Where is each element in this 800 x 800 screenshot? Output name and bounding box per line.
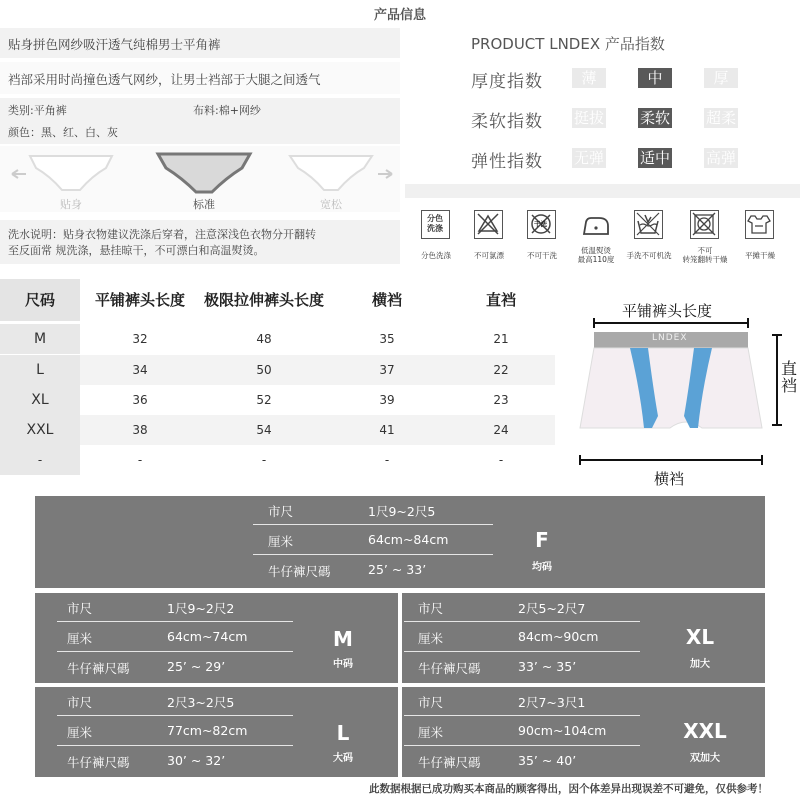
row-empty-rise: - [498, 453, 504, 467]
m-size-label: M [333, 627, 353, 651]
product-fabric: 布料:棉+网纱 [193, 104, 261, 117]
f-size-label: F [535, 528, 549, 552]
product-colors: 颜色：黑、红、白、灰 [8, 126, 118, 139]
row-xl-size: XL [0, 385, 80, 415]
header-rise: 直裆 [485, 291, 516, 309]
row-m-stretch: 48 [256, 332, 272, 346]
xxl-row1-value: 2尺7~3尺1 [518, 695, 586, 710]
flat-dry-icon [745, 210, 774, 239]
f-row3-label: 牛仔褲尺碼 [268, 564, 331, 579]
wash-label-no-tumble: 不可 转笼翻转干燥 [682, 246, 728, 264]
no-dry-clean-icon [527, 210, 556, 239]
wash-note-line1: 洗水说明：贴身衣物建议洗涤后穿着，注意深浅色衣物分开翻转 [8, 228, 316, 241]
waistband-brand: LNDEX [652, 333, 688, 343]
index-divider [405, 184, 800, 198]
waist-measure-label: 平铺裤头长度 [622, 302, 713, 320]
header-thigh: 横裆 [371, 291, 402, 309]
fit-options [0, 146, 400, 212]
table-row [0, 324, 555, 354]
xl-row2-value: 84cm~90cm [518, 629, 599, 644]
thickness-thin: 薄 [572, 68, 606, 88]
thickness-thick: 厚 [704, 68, 738, 88]
row-m-flat: 32 [132, 332, 148, 346]
row-m-thigh: 35 [379, 332, 395, 346]
low-iron-icon [581, 214, 611, 242]
info-row-name [0, 28, 400, 58]
m-row3-value: 25’ ~ 29’ [167, 659, 226, 674]
m-row1-label: 市尺 [67, 601, 93, 616]
size-box-m [35, 593, 398, 683]
product-description: 裆部采用时尚撞色透气网纱，让男士裆部于大腿之间透气 [8, 72, 321, 87]
row-l-stretch: 50 [256, 363, 272, 377]
softness-ultra: 超柔 [705, 109, 736, 127]
elasticity-high: 高弹 [705, 149, 736, 167]
row-xxl-thigh: 41 [379, 423, 395, 437]
separate-wash-icon [421, 210, 450, 239]
m-row1-value: 1尺9~2尺2 [167, 601, 235, 616]
l-row1-label: 市尺 [67, 695, 93, 710]
wash-label-flat-dry: 平摊干燥 [745, 251, 775, 260]
size-box-l [35, 687, 398, 777]
size-box-xl [402, 593, 765, 683]
row-l-rise: 22 [493, 363, 509, 377]
elasticity-none: 无弹 [573, 149, 604, 167]
product-name: 贴身拼色网纱吸汗透气纯棉男士平角裤 [8, 37, 221, 52]
row-empty-stretch: - [261, 453, 267, 467]
row-empty-thigh: - [384, 453, 390, 467]
m-row3-label: 牛仔褲尺碼 [67, 661, 130, 676]
row-m-size: M [0, 324, 80, 354]
elasticity-label: 弹性指数 [471, 152, 543, 172]
m-size-sub: 中码 [333, 659, 353, 670]
softness-label: 柔软指数 [471, 112, 543, 132]
row-m-rise: 21 [493, 332, 509, 346]
table-row [0, 385, 555, 415]
thigh-measure-label: 横裆 [654, 470, 685, 488]
xl-row1-value: 2尺5~2尺7 [518, 601, 586, 616]
xxl-row1-label: 市尺 [418, 695, 444, 710]
xxl-row2-value: 90cm~104cm [518, 723, 607, 738]
xl-row3-label: 牛仔褲尺碼 [418, 661, 481, 676]
hand-wash-icon [634, 210, 663, 239]
separate-wash-box-text: 分色 洗涤 [427, 214, 443, 233]
footer-note: 此数据根据已成功购买本商品的顾客得出，因个体差异出现误差不可避免，仅供参考！ [369, 783, 768, 795]
wash-label-no-bleach: 不可氯漂 [474, 251, 504, 260]
f-row3-value: 25’ ~ 33’ [368, 562, 427, 577]
row-empty-size: - [0, 445, 80, 475]
softness-firm: 挺拔 [573, 109, 604, 127]
fit-option-tight: 贴身 [60, 198, 82, 211]
wash-label-low-iron: 低温熨烫 最高110度 [577, 246, 615, 264]
thickness-medium: 中 [638, 68, 672, 88]
xl-size-sub: 加大 [690, 659, 710, 670]
wash-label-hand-wash: 手洗不可机洗 [626, 251, 672, 260]
xxl-row3-label: 牛仔褲尺碼 [418, 755, 481, 770]
l-size-label: L [336, 721, 350, 745]
wash-icons [409, 206, 800, 268]
row-xl-thigh: 39 [379, 393, 395, 407]
header-flat-waist: 平铺裤头长度 [94, 291, 185, 309]
size-box-xxl [402, 687, 765, 777]
row-xxl-flat: 38 [132, 423, 148, 437]
fit-option-standard: 标准 [193, 198, 215, 211]
row-xl-stretch: 52 [256, 393, 272, 407]
size-box-f [35, 496, 765, 588]
row-empty-flat: - [137, 453, 143, 467]
row-xxl-rise: 24 [493, 423, 509, 437]
l-row2-label: 厘米 [67, 725, 93, 740]
size-table-header [0, 279, 555, 321]
wash-note-line2: 至反面常 规洗涤，悬挂晾干，不可漂白和高温熨烫。 [8, 244, 265, 257]
xl-row3-value: 33’ ~ 35’ [518, 659, 577, 674]
row-l-thigh: 37 [379, 363, 395, 377]
dry-clean-box-text: 干洗 [534, 220, 547, 228]
l-row2-value: 77cm~82cm [167, 723, 248, 738]
f-row2-value: 64cm~84cm [368, 532, 449, 547]
xl-row1-label: 市尺 [418, 601, 444, 616]
row-l-size: L [0, 355, 80, 385]
xxl-row2-label: 厘米 [418, 725, 444, 740]
m-row2-label: 厘米 [67, 631, 93, 646]
underwear-illustration [572, 290, 800, 490]
f-row2-label: 厘米 [268, 534, 294, 549]
size-table [0, 279, 556, 479]
l-row3-value: 30’ ~ 32’ [167, 753, 226, 768]
row-xl-flat: 36 [132, 393, 148, 407]
no-tumble-dry-icon [690, 210, 719, 239]
measure-diagram [572, 290, 800, 490]
softness-soft: 柔软 [639, 109, 670, 127]
f-row1-value: 1尺9~2尺5 [368, 504, 436, 519]
m-row2-value: 64cm~74cm [167, 629, 248, 644]
l-row3-label: 牛仔褲尺碼 [67, 755, 130, 770]
page-title: 产品信息 [373, 8, 426, 23]
wash-label-no-dry-clean: 不可干洗 [527, 251, 557, 260]
row-xl-rise: 23 [493, 393, 509, 407]
table-row [0, 415, 555, 445]
table-row [0, 445, 555, 475]
xxl-size-label: XXL [683, 719, 727, 743]
wash-note [0, 220, 400, 264]
xxl-size-sub: 双加大 [690, 753, 720, 764]
row-xxl-stretch: 54 [256, 423, 272, 437]
rise-measure-label: 直 裆 [781, 359, 798, 395]
product-category: 类别:平角裤 [8, 104, 67, 117]
row-l-flat: 34 [132, 363, 148, 377]
f-row1-label: 市尺 [268, 504, 294, 519]
l-row1-value: 2尺3~2尺5 [167, 695, 235, 710]
xl-row2-label: 厘米 [418, 631, 444, 646]
l-size-sub: 大码 [333, 753, 353, 764]
info-row-description [0, 62, 400, 94]
row-xxl-size: XXL [0, 415, 80, 445]
no-bleach-icon [474, 210, 503, 239]
xxl-row3-value: 35’ ~ 40’ [518, 753, 577, 768]
header-size: 尺码 [0, 279, 80, 321]
table-row [0, 355, 555, 385]
fit-option-loose: 宽松 [320, 198, 342, 211]
elasticity-medium: 适中 [639, 149, 670, 167]
info-row-attributes [0, 98, 400, 144]
f-size-sub: 均码 [532, 562, 552, 573]
xl-size-label: XL [685, 625, 715, 649]
thickness-label: 厚度指数 [471, 72, 543, 92]
wash-label-separate: 分色洗涤 [421, 251, 451, 260]
index-title: PRODUCT LNDEX 产品指数 [471, 35, 665, 53]
header-stretch-waist: 极限拉伸裤头长度 [203, 291, 324, 309]
